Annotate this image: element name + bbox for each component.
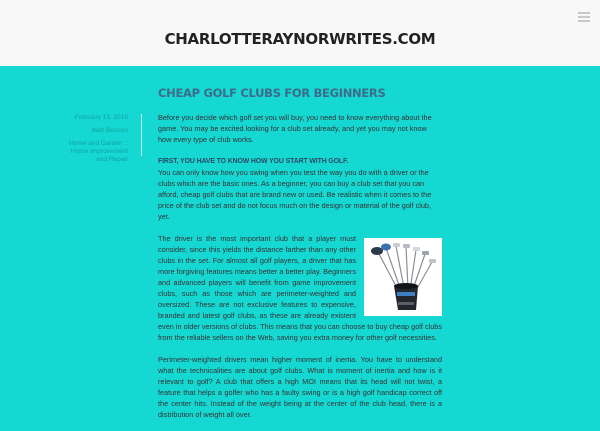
post-category-link[interactable]: Home and Garden :: Home Improvement and Repair [69, 140, 128, 163]
post-title[interactable]: CHEAP GOLF CLUBS FOR BEGINNERS [158, 86, 386, 100]
post-intro: Before you decide which golf set you will buy, you need to know everything about the game. You may be excited looking for a club set already, and yet you may not know how every type of club works. [158, 113, 432, 144]
golf-club-set-image [364, 238, 442, 316]
post-paragraph-2: The driver is the most important club that a player must consider, since this yields the distance farther than any other clubs in the set. For almost all golf players, a driver that has more forgiving features means better a better play. Beginners and advanced players will benefit from game improvement clubs, such as those which are perimeter-weighted and oversized. These are not exclusive features to expensive, branded and latest golf clubs, as these are already existent even in older versions of clubs. This means that you can choose to buy cheap golf clubs from the reliable sellers on the Web, saving you extra money for other golf necessities. [158, 234, 442, 342]
post-paragraph-3: Perimeter-weighted drivers mean higher moment of inertia. You have to understand what the technicalities are about golf clubs. What is moment of inertia and how is it relevant to golf? A club that offers a high MOI means that its head will not twist, a feature that helps a golfer who has a faulty swing or is a high golf handicap correct off the center hits. Instead of the weight being at the center of the club head, there is a distribution of weight all over. [158, 355, 442, 419]
site-title[interactable]: CHARLOTTERAYNORWRITES.COM [164, 30, 436, 48]
post-paragraph-1: You can only know how you swing when you test the way you do with a driver or the clubs which are the basic ones. As a beginner, you can buy a club set that you can afford, cheap golf clubs that are brand new or used. Be realistic when it comes to the price of the club set and do not focus much on the design or material of the golf club, yet. [158, 168, 432, 221]
post-author-link[interactable]: Matt Beeson [91, 127, 128, 134]
hamburger-menu-icon[interactable] [578, 12, 590, 23]
site-header [0, 0, 600, 66]
post-date-link[interactable]: February 13, 2015 [74, 114, 128, 121]
post-meta-sidebar [60, 114, 128, 169]
sidebar-divider [141, 114, 142, 156]
post-content [158, 88, 442, 431]
post-subheading: FIRST, YOU HAVE TO KNOW HOW YOU START WITH GOLF. [158, 158, 349, 165]
